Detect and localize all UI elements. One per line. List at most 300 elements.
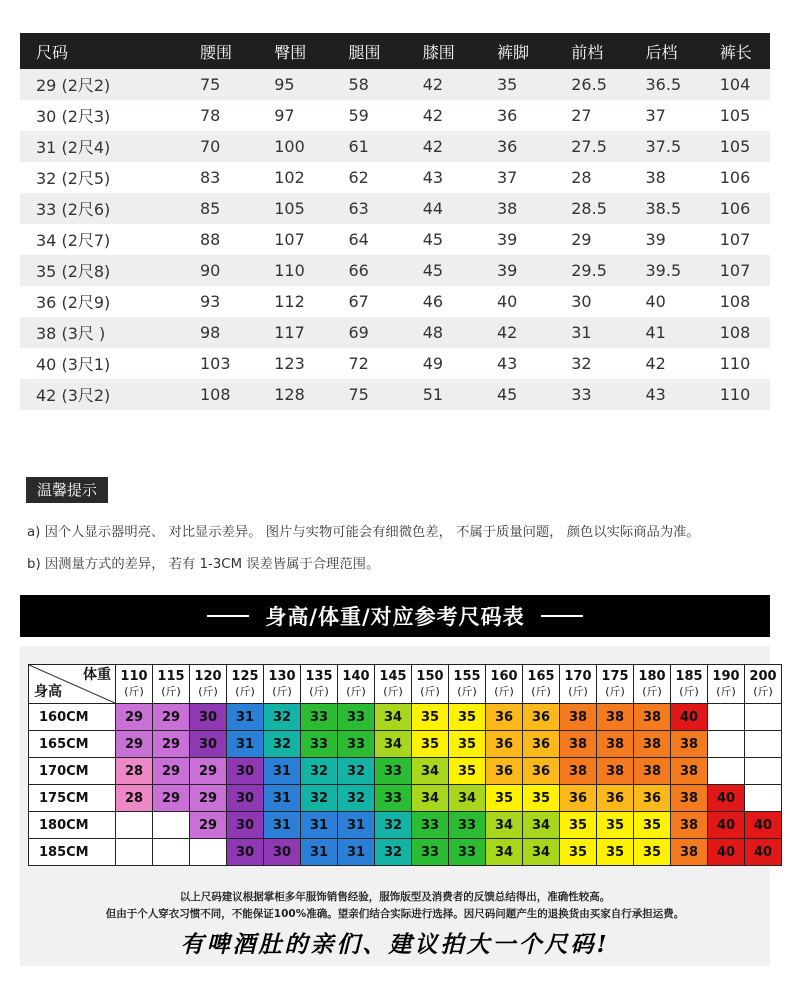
- size-cell: 40: [708, 812, 745, 839]
- size-cell: 40: [671, 704, 708, 731]
- size-cell: 40: [708, 785, 745, 812]
- size-cell: 36: [486, 704, 523, 731]
- size-cell: 36: [523, 704, 560, 731]
- size-cell: 36: [597, 785, 634, 812]
- size-label-cell: 38 (3尺 ): [20, 317, 176, 348]
- size-cell: 35: [597, 812, 634, 839]
- height-row: [29, 839, 782, 866]
- size-cell: 30: [227, 812, 264, 839]
- empty-size-cell: [708, 758, 745, 785]
- size-cell: 36: [486, 758, 523, 785]
- measurement-cell: 39: [473, 255, 547, 286]
- size-cell: 40: [745, 812, 782, 839]
- weight-unit: (斤): [420, 685, 440, 698]
- size-cell: 29: [190, 785, 227, 812]
- size-row: [20, 131, 770, 162]
- weight-value: 190: [712, 669, 740, 684]
- empty-size-cell: [153, 839, 190, 866]
- size-column-header: 前档: [547, 33, 621, 69]
- size-cell: 32: [338, 758, 375, 785]
- measurement-cell: 42: [622, 348, 696, 379]
- size-column-header: 后档: [622, 33, 696, 69]
- weight-axis-label: 体重: [83, 667, 111, 683]
- measurement-cell: 69: [325, 317, 399, 348]
- size-cell: 31: [301, 812, 338, 839]
- measurement-cell: 107: [696, 224, 770, 255]
- size-label-cell: 35 (2尺8): [20, 255, 176, 286]
- size-cell: 38: [597, 704, 634, 731]
- size-cell: 31: [338, 839, 375, 866]
- size-cell: 36: [560, 785, 597, 812]
- size-cell: 33: [338, 704, 375, 731]
- size-row: [20, 100, 770, 131]
- measurement-cell: 105: [696, 131, 770, 162]
- size-cell: 35: [412, 731, 449, 758]
- weight-unit: (斤): [235, 685, 255, 698]
- weight-unit: (斤): [198, 685, 218, 698]
- measurement-cell: 48: [399, 317, 473, 348]
- measurement-cell: 75: [176, 69, 250, 100]
- weight-value: 155: [453, 669, 481, 684]
- measurement-cell: 70: [176, 131, 250, 162]
- size-cell: 34: [412, 758, 449, 785]
- weight-value: 160: [490, 669, 518, 684]
- size-row: [20, 255, 770, 286]
- size-row: [20, 379, 770, 410]
- measurement-cell: 42: [473, 317, 547, 348]
- size-cell: 38: [560, 704, 597, 731]
- weight-value: 145: [379, 669, 407, 684]
- size-cell: 38: [671, 785, 708, 812]
- size-cell: 36: [523, 731, 560, 758]
- empty-size-cell: [745, 704, 782, 731]
- measurement-cell: 88: [176, 224, 250, 255]
- tips-title-badge: 温馨提示: [26, 477, 108, 503]
- measurement-cell: 42: [399, 100, 473, 131]
- measurement-cell: 128: [250, 379, 324, 410]
- measurement-cell: 62: [325, 162, 399, 193]
- size-cell: 29: [153, 758, 190, 785]
- corner-header-cell: [29, 665, 116, 704]
- weight-unit: (斤): [605, 685, 625, 698]
- size-cell: 35: [449, 704, 486, 731]
- measurement-cell: 59: [325, 100, 399, 131]
- weight-unit: (斤): [346, 685, 366, 698]
- measurement-cell: 110: [696, 348, 770, 379]
- reference-note-1: 以上尺码建议根据掌柜多年服饰销售经验，服饰版型及消费者的反馈总结得出，准确性较高。: [179, 891, 611, 903]
- reference-chart-title: 身高/体重/对应参考尺码表: [265, 605, 525, 629]
- size-cell: 33: [375, 758, 412, 785]
- weight-unit: (斤): [383, 685, 403, 698]
- measurement-cell: 85: [176, 193, 250, 224]
- size-cell: 30: [190, 731, 227, 758]
- size-cell: 34: [412, 785, 449, 812]
- reference-slogan: 有啤酒肚的亲们、建议拍大一个尺码!: [180, 931, 610, 958]
- measurement-cell: 64: [325, 224, 399, 255]
- weight-unit: (斤): [124, 685, 144, 698]
- empty-size-cell: [708, 731, 745, 758]
- height-label-cell: 185CM: [29, 839, 116, 866]
- weight-header-cell: [671, 665, 708, 704]
- weight-value: 120: [194, 669, 222, 684]
- measurement-cell: 106: [696, 193, 770, 224]
- weight-unit: (斤): [531, 685, 551, 698]
- size-cell: 38: [671, 812, 708, 839]
- measurement-cell: 102: [250, 162, 324, 193]
- size-cell: 29: [153, 704, 190, 731]
- measurement-cell: 37: [473, 162, 547, 193]
- size-cell: 29: [153, 785, 190, 812]
- weight-value: 180: [638, 669, 666, 684]
- banner-left-line: [207, 615, 249, 617]
- weight-value: 125: [231, 669, 259, 684]
- size-column-header: 裤脚: [473, 33, 547, 69]
- size-cell: 31: [301, 839, 338, 866]
- measurement-cell: 36: [473, 131, 547, 162]
- size-column-header: 腰围: [176, 33, 250, 69]
- measurement-cell: 58: [325, 69, 399, 100]
- measurement-cell: 45: [399, 224, 473, 255]
- size-cell: 30: [227, 758, 264, 785]
- size-cell: 34: [375, 731, 412, 758]
- size-cell: 29: [190, 812, 227, 839]
- size-cell: 38: [560, 758, 597, 785]
- size-cell: 32: [375, 839, 412, 866]
- size-cell: 35: [597, 839, 634, 866]
- weight-header-cell: [227, 665, 264, 704]
- measurement-cell: 37: [622, 100, 696, 131]
- size-cell: 33: [338, 731, 375, 758]
- weight-unit: (斤): [753, 685, 773, 698]
- size-row: [20, 69, 770, 100]
- size-label-cell: 33 (2尺6): [20, 193, 176, 224]
- size-cell: 33: [301, 731, 338, 758]
- size-cell: 38: [597, 731, 634, 758]
- height-axis-label: 身高: [34, 684, 62, 700]
- size-row: [20, 162, 770, 193]
- size-chart-table: [20, 33, 770, 410]
- measurement-cell: 37.5: [622, 131, 696, 162]
- measurement-cell: 39.5: [622, 255, 696, 286]
- measurement-cell: 41: [622, 317, 696, 348]
- measurement-cell: 112: [250, 286, 324, 317]
- measurement-cell: 40: [622, 286, 696, 317]
- size-cell: 31: [227, 704, 264, 731]
- measurement-cell: 107: [250, 224, 324, 255]
- measurement-cell: 38: [622, 162, 696, 193]
- measurement-cell: 83: [176, 162, 250, 193]
- size-cell: 30: [190, 704, 227, 731]
- measurement-cell: 104: [696, 69, 770, 100]
- size-label-cell: 36 (2尺9): [20, 286, 176, 317]
- weight-value: 175: [601, 669, 629, 684]
- measurement-cell: 27.5: [547, 131, 621, 162]
- size-cell: 31: [264, 812, 301, 839]
- size-cell: 36: [634, 785, 671, 812]
- size-cell: 35: [449, 731, 486, 758]
- measurement-cell: 35: [473, 69, 547, 100]
- empty-size-cell: [116, 839, 153, 866]
- height-rows: [29, 704, 782, 866]
- size-row: [20, 224, 770, 255]
- size-cell: 32: [264, 704, 301, 731]
- measurement-cell: 38: [473, 193, 547, 224]
- weight-unit: (斤): [161, 685, 181, 698]
- weight-value: 140: [342, 669, 370, 684]
- height-label-cell: 165CM: [29, 731, 116, 758]
- size-cell: 38: [597, 758, 634, 785]
- weight-value: 110: [120, 669, 148, 684]
- size-cell: 29: [116, 704, 153, 731]
- tip-line-a: a) 因个人显示器明亮、 对比显示差异。 图片与实物可能会有细微色差， 不属于质量问题， 颜色以实际商品为准。: [27, 525, 700, 540]
- size-cell: 34: [449, 785, 486, 812]
- measurement-cell: 97: [250, 100, 324, 131]
- size-cell: 35: [634, 839, 671, 866]
- empty-size-cell: [745, 758, 782, 785]
- size-cell: 31: [264, 758, 301, 785]
- measurement-cell: 98: [176, 317, 250, 348]
- size-cell: 35: [523, 785, 560, 812]
- size-cell: 36: [486, 731, 523, 758]
- size-cell: 33: [449, 839, 486, 866]
- weight-header-cell: [634, 665, 671, 704]
- size-cell: 30: [227, 785, 264, 812]
- empty-size-cell: [745, 731, 782, 758]
- weight-header-cell: [264, 665, 301, 704]
- weight-unit: (斤): [642, 685, 662, 698]
- size-cell: 32: [375, 812, 412, 839]
- weight-header-cell: [338, 665, 375, 704]
- measurement-cell: 93: [176, 286, 250, 317]
- size-cell: 38: [634, 704, 671, 731]
- measurement-cell: 43: [622, 379, 696, 410]
- measurement-cell: 32: [547, 348, 621, 379]
- size-cell: 29: [116, 731, 153, 758]
- size-cell: 38: [671, 758, 708, 785]
- size-cell: 34: [523, 839, 560, 866]
- size-cell: 36: [523, 758, 560, 785]
- size-column-header: 臀围: [250, 33, 324, 69]
- measurement-cell: 49: [399, 348, 473, 379]
- size-label-cell: 40 (3尺1): [20, 348, 176, 379]
- measurement-cell: 108: [176, 379, 250, 410]
- size-cell: 38: [671, 731, 708, 758]
- size-column-header: 腿围: [325, 33, 399, 69]
- size-column-header: 裤长: [696, 33, 770, 69]
- weight-header-cell: [412, 665, 449, 704]
- size-cell: 32: [301, 758, 338, 785]
- weight-unit: (斤): [716, 685, 736, 698]
- size-cell: 35: [560, 812, 597, 839]
- height-row: [29, 731, 782, 758]
- size-column-header: 膝围: [399, 33, 473, 69]
- reference-note-2: 但由于个人穿衣习惯不同，不能保证100%准确。望亲们结合实际进行选择。因尺码问题产生的退换货由买家自行承担运费。: [105, 908, 685, 920]
- height-row: [29, 812, 782, 839]
- empty-size-cell: [153, 812, 190, 839]
- size-cell: 35: [634, 812, 671, 839]
- weight-header-cell: [116, 665, 153, 704]
- measurement-cell: 90: [176, 255, 250, 286]
- height-row: [29, 704, 782, 731]
- empty-size-cell: [116, 812, 153, 839]
- weight-unit: (斤): [494, 685, 514, 698]
- height-row: [29, 758, 782, 785]
- measurement-cell: 100: [250, 131, 324, 162]
- size-cell: 35: [486, 785, 523, 812]
- measurement-cell: 27: [547, 100, 621, 131]
- measurement-cell: 43: [473, 348, 547, 379]
- size-cell: 34: [486, 839, 523, 866]
- weight-value: 135: [305, 669, 333, 684]
- measurement-cell: 36: [473, 100, 547, 131]
- weight-header-cell: [486, 665, 523, 704]
- weight-header-cell: [153, 665, 190, 704]
- size-cell: 38: [634, 758, 671, 785]
- measurement-cell: 29.5: [547, 255, 621, 286]
- tip-line-b: b) 因测量方式的差异， 若有 1-3CM 误差皆属于合理范围。: [27, 557, 380, 572]
- weight-header-cell: [449, 665, 486, 704]
- measurement-cell: 108: [696, 317, 770, 348]
- measurement-cell: 51: [399, 379, 473, 410]
- size-cell: 38: [634, 731, 671, 758]
- size-cell: 32: [264, 731, 301, 758]
- measurement-cell: 42: [399, 69, 473, 100]
- weight-header-row: [29, 665, 782, 704]
- empty-size-cell: [190, 839, 227, 866]
- measurement-cell: 103: [176, 348, 250, 379]
- measurement-cell: 45: [473, 379, 547, 410]
- weight-value: 130: [268, 669, 296, 684]
- measurement-cell: 28.5: [547, 193, 621, 224]
- measurement-cell: 95: [250, 69, 324, 100]
- measurement-cell: 106: [696, 162, 770, 193]
- size-cell: 33: [301, 704, 338, 731]
- measurement-cell: 31: [547, 317, 621, 348]
- height-weight-size-table: [28, 664, 782, 866]
- measurement-cell: 43: [399, 162, 473, 193]
- size-cell: 30: [264, 839, 301, 866]
- height-row: [29, 785, 782, 812]
- weight-unit: (斤): [309, 685, 329, 698]
- weight-header-cell: [708, 665, 745, 704]
- size-label-cell: 34 (2尺7): [20, 224, 176, 255]
- measurement-cell: 67: [325, 286, 399, 317]
- weight-unit: (斤): [568, 685, 588, 698]
- weight-header-cell: [560, 665, 597, 704]
- size-chart-body: [20, 69, 770, 410]
- measurement-cell: 40: [473, 286, 547, 317]
- measurement-cell: 110: [250, 255, 324, 286]
- size-chart-header-row: [20, 33, 770, 69]
- size-cell: 32: [301, 785, 338, 812]
- size-cell: 31: [338, 812, 375, 839]
- measurement-cell: 75: [325, 379, 399, 410]
- size-cell: 38: [671, 839, 708, 866]
- size-cell: 32: [338, 785, 375, 812]
- measurement-cell: 36.5: [622, 69, 696, 100]
- size-cell: 34: [523, 812, 560, 839]
- measurement-cell: 107: [696, 255, 770, 286]
- size-cell: 35: [449, 758, 486, 785]
- size-cell: 40: [708, 839, 745, 866]
- weight-value: 165: [527, 669, 555, 684]
- measurement-cell: 42: [399, 131, 473, 162]
- size-cell: 29: [153, 731, 190, 758]
- size-cell: 35: [560, 839, 597, 866]
- weight-unit: (斤): [272, 685, 292, 698]
- measurement-cell: 26.5: [547, 69, 621, 100]
- measurement-cell: 66: [325, 255, 399, 286]
- measurement-cell: 30: [547, 286, 621, 317]
- size-cell: 35: [412, 704, 449, 731]
- size-cell: 30: [227, 839, 264, 866]
- size-cell: 40: [745, 839, 782, 866]
- size-cell: 31: [264, 785, 301, 812]
- size-label-cell: 32 (2尺5): [20, 162, 176, 193]
- size-column-header: 尺码: [20, 33, 176, 69]
- size-label-cell: 29 (2尺2): [20, 69, 176, 100]
- reference-chart-banner: [20, 595, 770, 637]
- size-row: [20, 317, 770, 348]
- measurement-cell: 45: [399, 255, 473, 286]
- measurement-cell: 123: [250, 348, 324, 379]
- height-label-cell: 160CM: [29, 704, 116, 731]
- weight-header-cell: [745, 665, 782, 704]
- weight-header-cell: [597, 665, 634, 704]
- weight-value: 200: [749, 669, 777, 684]
- size-label-cell: 30 (2尺3): [20, 100, 176, 131]
- size-cell: 33: [412, 839, 449, 866]
- size-row: [20, 348, 770, 379]
- weight-header-cell: [523, 665, 560, 704]
- measurement-cell: 28: [547, 162, 621, 193]
- size-cell: 33: [412, 812, 449, 839]
- weight-unit: (斤): [679, 685, 699, 698]
- weight-header-cell: [375, 665, 412, 704]
- size-cell: 29: [190, 758, 227, 785]
- size-row: [20, 286, 770, 317]
- size-row: [20, 193, 770, 224]
- measurement-cell: 29: [547, 224, 621, 255]
- measurement-cell: 105: [696, 100, 770, 131]
- measurement-cell: 117: [250, 317, 324, 348]
- measurement-cell: 110: [696, 379, 770, 410]
- size-cell: 34: [375, 704, 412, 731]
- measurement-cell: 63: [325, 193, 399, 224]
- height-label-cell: 180CM: [29, 812, 116, 839]
- measurement-cell: 39: [622, 224, 696, 255]
- size-cell: 33: [449, 812, 486, 839]
- measurement-cell: 39: [473, 224, 547, 255]
- weight-header-cell: [301, 665, 338, 704]
- empty-size-cell: [708, 704, 745, 731]
- size-label-cell: 31 (2尺4): [20, 131, 176, 162]
- measurement-cell: 108: [696, 286, 770, 317]
- banner-right-line: [541, 615, 583, 617]
- height-label-cell: 175CM: [29, 785, 116, 812]
- measurement-cell: 61: [325, 131, 399, 162]
- weight-value: 185: [675, 669, 703, 684]
- size-cell: 31: [227, 731, 264, 758]
- weight-value: 115: [157, 669, 185, 684]
- weight-value: 170: [564, 669, 592, 684]
- size-cell: 34: [486, 812, 523, 839]
- weight-unit: (斤): [457, 685, 477, 698]
- measurement-cell: 105: [250, 193, 324, 224]
- weight-value: 150: [416, 669, 444, 684]
- measurement-cell: 78: [176, 100, 250, 131]
- measurement-cell: 72: [325, 348, 399, 379]
